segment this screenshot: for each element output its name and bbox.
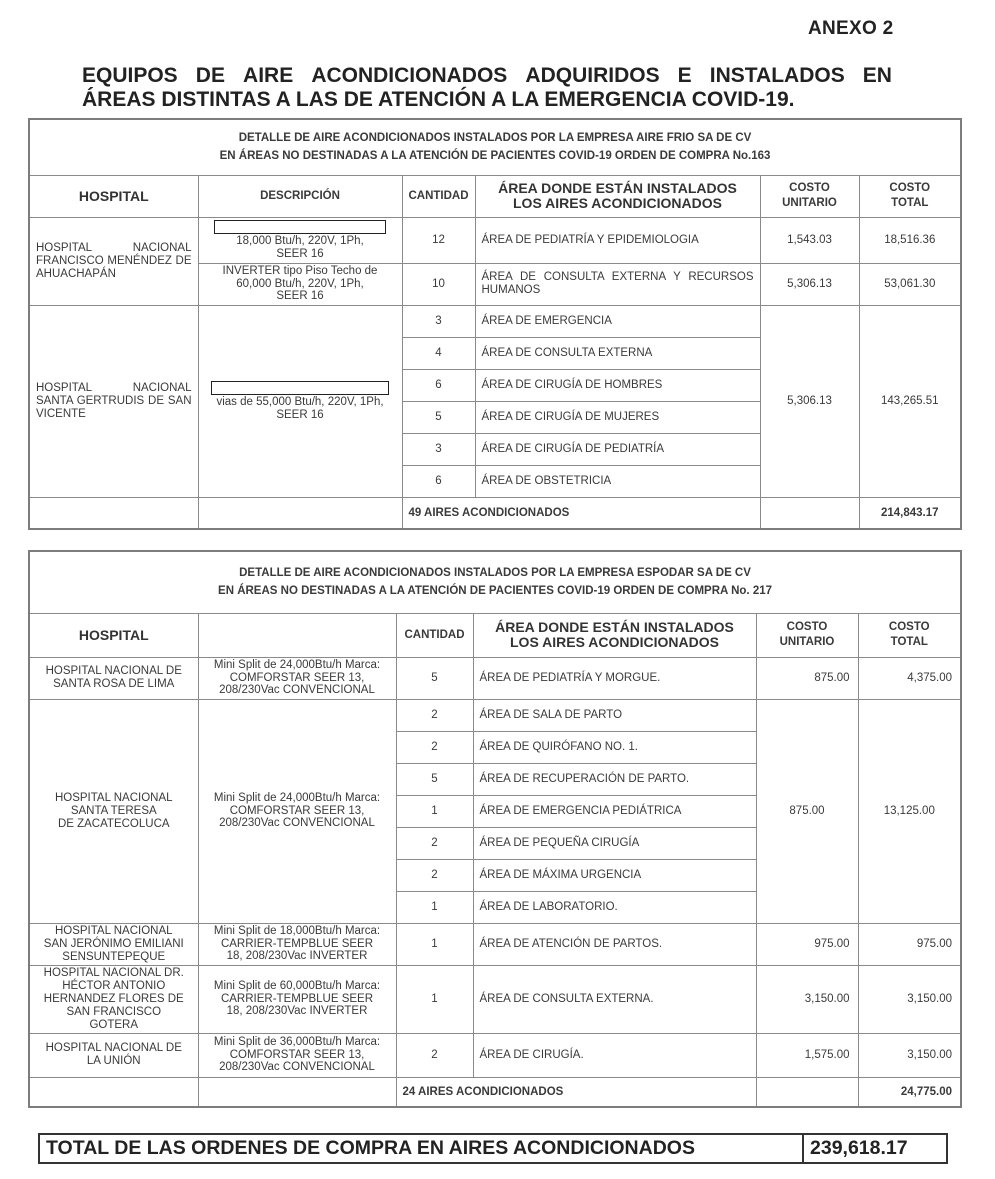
empty-cell: [29, 1077, 198, 1107]
empty-cell: [756, 1077, 858, 1107]
hospital-name-line: SANTA ROSA DE LIMA: [53, 678, 175, 690]
total-row: [29, 497, 961, 529]
area-cell: ÁREA DE PEQUEÑA CIRUGÍA: [473, 827, 756, 859]
header-line: COSTO: [888, 621, 930, 633]
quantity-cell: 1: [396, 795, 473, 827]
area-cell: ÁREA DE CIRUGÍA DE MUJERES: [475, 401, 760, 433]
grand-total-value: 239,618.17: [803, 1134, 947, 1163]
hospital-name-line: GOTERA: [89, 1018, 139, 1031]
header-line: UNITARIO: [782, 197, 837, 209]
description-line: 60,000 Btu/h, 220V, 1Ph,: [236, 277, 364, 290]
total-cost-cell: 18,516.36: [859, 217, 961, 263]
quantity-cell: 2: [396, 827, 473, 859]
quantity-cell: 1: [396, 891, 473, 923]
total-value: 214,843.17: [859, 497, 961, 529]
redaction-box: [211, 381, 389, 395]
description-line: 208/230Vac CONVENCIONAL: [219, 684, 375, 697]
hospital-name: [29, 699, 198, 923]
header-quantity: CANTIDAD: [402, 175, 475, 217]
title-word: AIRE: [243, 64, 294, 87]
table-row: [29, 1033, 961, 1077]
header-area-line: LOS AIRES ACONDICIONADOS: [513, 195, 722, 211]
title-line-1: [82, 64, 892, 88]
description-cell: [198, 923, 396, 965]
area-cell: ÁREA DE RECUPERACIÓN DE PARTO.: [473, 763, 756, 795]
quantity-cell: 2: [396, 731, 473, 763]
header-line: TOTAL: [891, 197, 929, 209]
quantity-cell: 2: [396, 1033, 473, 1077]
hospital-name-line: HOSPITAL NACIONAL: [54, 924, 173, 937]
table-row: [29, 965, 961, 1033]
total-value: 24,775.00: [858, 1077, 961, 1107]
description-cell: [198, 657, 396, 699]
header-line: COSTO: [786, 621, 828, 633]
hospital-name-line: DE ZACATECOLUCA: [57, 817, 170, 830]
area-cell: ÁREA DE PEDIATRÍA Y MORGUE.: [473, 657, 756, 699]
description-cell: [198, 965, 396, 1033]
hospital-name: [29, 965, 198, 1033]
hospital-name: [29, 923, 198, 965]
area-cell: ÁREA DE EMERGENCIA: [475, 305, 760, 337]
quantity-cell: 12: [402, 217, 475, 263]
caption-line: DETALLE DE AIRE ACONDICIONADOS INSTALADOS POR LA EMPRESA ESPODAR SA DE CV: [239, 567, 751, 580]
description-line: CARRIER-TEMPBLUE SEER: [220, 937, 374, 950]
hospital-name-line: LA UNIÓN: [86, 1055, 141, 1067]
header-area: [473, 613, 756, 657]
description-line: INVERTER tipo Piso Techo de: [222, 265, 378, 278]
caption-line: EN ÁREAS NO DESTINADAS A LA ATENCIÓN DE PACIENTES COVID-19 ORDEN DE COMPRA No. 217: [218, 585, 773, 598]
quantity-cell: 6: [402, 465, 475, 497]
description-line: Mini Split de 18,000Btu/h Marca:: [213, 925, 381, 938]
unit-cost-cell: 1,575.00: [756, 1033, 858, 1077]
unit-cost-cell: 875.00: [756, 657, 858, 699]
title-word: E: [677, 64, 692, 87]
quantity-cell: 2: [396, 699, 473, 731]
hospital-name: HOSPITAL NACIONAL FRANCISCO MENÉNDEZ DE AHUACHAPÁN: [29, 217, 198, 305]
hospital-name-line: HÉCTOR ANTONIO: [62, 979, 166, 992]
unit-cost-cell: 1,543.03: [760, 217, 859, 263]
description-line: 18, 208/230Vac INVERTER: [226, 950, 368, 963]
total-cost-cell: 3,150.00: [858, 965, 961, 1033]
hospital-name-line: HERNANDEZ FLORES DE: [43, 992, 184, 1005]
header-area: [475, 175, 760, 217]
description-cell: [198, 217, 402, 263]
title-line-2: ÁREAS DISTINTAS A LAS DE ATENCIÓN A LA EMERGENCIA COVID-19.: [82, 88, 795, 111]
header-total-cost: [858, 613, 961, 657]
empty-cell: [29, 497, 198, 529]
unit-cost-cell: 3,150.00: [756, 965, 858, 1033]
unit-cost-cell: 5,306.13: [760, 305, 859, 497]
area-cell: ÁREA DE PEDIATRÍA Y EPIDEMIOLOGIA: [475, 217, 760, 263]
header-quantity: CANTIDAD: [396, 613, 473, 657]
total-cost-cell: 3,150.00: [858, 1033, 961, 1077]
header-unit-cost: [756, 613, 858, 657]
quantity-cell: 2: [396, 859, 473, 891]
unit-cost-cell: 975.00: [756, 923, 858, 965]
total-cost-cell: 143,265.51: [859, 305, 961, 497]
total-label: 49 AIRES ACONDICIONADOS: [402, 497, 760, 529]
quantity-cell: 3: [402, 433, 475, 465]
area-cell: ÁREA DE EMERGENCIA PEDIÁTRICA: [473, 795, 756, 827]
description-cell: [198, 1033, 396, 1077]
description-line: COMFORSTAR SEER 13,: [229, 804, 365, 817]
header-hospital: HOSPITAL: [29, 175, 198, 217]
quantity-cell: 4: [402, 337, 475, 369]
hospital-name-line: HOSPITAL NACIONAL DE: [45, 665, 182, 677]
unit-cost-cell: 5,306.13: [760, 263, 859, 305]
quantity-cell: 5: [396, 657, 473, 699]
area-cell: ÁREA DE CONSULTA EXTERNA Y RECURSOS HUMANOS: [475, 263, 760, 305]
area-cell: ÁREA DE ATENCIÓN DE PARTOS.: [473, 923, 756, 965]
hospital-name-line: SAN FRANCISCO: [66, 1005, 162, 1018]
unit-cost-cell: 875.00: [756, 699, 858, 923]
table-row: [29, 217, 961, 263]
description-line: vias de 55,000 Btu/h, 220V, 1Ph,: [216, 396, 384, 408]
total-cost-cell: 53,061.30: [859, 263, 961, 305]
hospital-name: [29, 657, 198, 699]
table-row: [29, 699, 961, 731]
title-word: DE: [195, 64, 225, 87]
hospital-name-line: SAN JERÓNIMO EMILIANI: [43, 937, 184, 950]
table-espodar: [28, 550, 962, 1108]
description-line: COMFORSTAR SEER 13,: [229, 1048, 365, 1061]
hospital-name-line: SANTA TERESA: [70, 804, 157, 817]
document-title: [82, 64, 892, 112]
table-row: [29, 305, 961, 337]
description-cell: [198, 305, 402, 497]
total-row: [29, 1077, 961, 1107]
area-cell: ÁREA DE SALA DE PARTO: [473, 699, 756, 731]
area-cell: ÁREA DE OBSTETRICIA: [475, 465, 760, 497]
table2-caption: [29, 551, 961, 613]
table-row: [29, 923, 961, 965]
total-label: 24 AIRES ACONDICIONADOS: [396, 1077, 756, 1107]
header-total-cost: [859, 175, 961, 217]
quantity-cell: 1: [396, 965, 473, 1033]
area-cell: ÁREA DE CONSULTA EXTERNA.: [473, 965, 756, 1033]
description-line: Mini Split de 24,000Btu/h Marca:: [213, 792, 381, 805]
header-area-line: LOS AIRES ACONDICIONADOS: [510, 634, 719, 650]
grand-total-label: TOTAL DE LAS ORDENES DE COMPRA EN AIRES ACONDICIONADOS: [39, 1134, 803, 1163]
hospital-name: [29, 1033, 198, 1077]
description-line: Mini Split de 36,000Btu/h Marca:: [213, 1036, 381, 1049]
hospital-name: HOSPITAL NACIONAL SANTA GERTRUDIS DE SAN VICENTE: [29, 305, 198, 497]
title-word: INSTALADOS: [709, 64, 845, 87]
description-line: SEER 16: [276, 290, 324, 303]
table-aire-frio: [28, 118, 962, 530]
description-line: SEER 16: [276, 247, 324, 260]
header-line: TOTAL: [890, 636, 928, 648]
header-area-line: ÁREA DONDE ESTÁN INSTALADOS: [498, 180, 737, 196]
area-cell: ÁREA DE QUIRÓFANO NO. 1.: [473, 731, 756, 763]
table-row: [29, 657, 961, 699]
grand-total-box: [38, 1133, 948, 1164]
area-cell: ÁREA DE CIRUGÍA DE PEDIATRÍA: [475, 433, 760, 465]
title-word: ACONDICIONADOS: [311, 64, 508, 87]
quantity-cell: 1: [396, 923, 473, 965]
hospital-name-line: SENSUNTEPEQUE: [62, 950, 166, 963]
description-line: Mini Split de 60,000Btu/h Marca:: [213, 980, 381, 993]
header-line: COSTO: [789, 182, 830, 194]
total-cost-cell: 4,375.00: [858, 657, 961, 699]
hospital-name-line: HOSPITAL NACIONAL DR.: [43, 966, 184, 979]
area-cell: ÁREA DE LABORATORIO.: [473, 891, 756, 923]
empty-cell: [760, 497, 859, 529]
description-line: 18,000 Btu/h, 220V, 1Ph,: [236, 235, 364, 247]
total-cost-cell: 13,125.00: [858, 699, 961, 923]
quantity-cell: 10: [402, 263, 475, 305]
description-line: COMFORSTAR SEER 13,: [229, 671, 365, 684]
description-cell: [198, 263, 402, 305]
description-line: 208/230Vac CONVENCIONAL: [219, 817, 375, 830]
caption-line: EN ÁREAS NO DESTINADAS A LA ATENCIÓN DE PACIENTES COVID-19 ORDEN DE COMPRA No.163: [219, 150, 771, 163]
description-line: SEER 16: [276, 408, 324, 421]
empty-cell: [198, 1077, 396, 1107]
description-line: 208/230Vac CONVENCIONAL: [219, 1061, 375, 1074]
total-cost-cell: 975.00: [858, 923, 961, 965]
redaction-box: [214, 220, 386, 234]
description-line: 18, 208/230Vac INVERTER: [226, 1005, 368, 1018]
title-word: ADQUIRIDOS: [525, 64, 660, 87]
annex-label: ANEXO 2: [808, 18, 894, 39]
description-cell: [198, 699, 396, 923]
empty-cell: [198, 497, 402, 529]
header-area-line: ÁREA DONDE ESTÁN INSTALADOS: [495, 619, 734, 635]
header-hospital: HOSPITAL: [29, 613, 198, 657]
header-description: DESCRIPCIÓN: [198, 175, 402, 217]
area-cell: ÁREA DE CONSULTA EXTERNA: [475, 337, 760, 369]
area-cell: ÁREA DE CIRUGÍA DE HOMBRES: [475, 369, 760, 401]
header-line: COSTO: [889, 182, 931, 194]
title-word: EQUIPOS: [82, 64, 178, 87]
description-line: CARRIER-TEMPBLUE SEER: [220, 992, 374, 1005]
header-unit-cost: [760, 175, 859, 217]
area-cell: ÁREA DE MÁXIMA URGENCIA: [473, 859, 756, 891]
hospital-name-line: HOSPITAL NACIONAL: [54, 791, 173, 804]
quantity-cell: 5: [402, 401, 475, 433]
quantity-cell: 3: [402, 305, 475, 337]
header-line: UNITARIO: [779, 636, 835, 648]
table1-caption: [29, 119, 961, 175]
area-cell: ÁREA DE CIRUGÍA.: [473, 1033, 756, 1077]
quantity-cell: 5: [396, 763, 473, 795]
header-description-empty: [198, 613, 396, 657]
title-word: EN: [862, 64, 892, 87]
hospital-name-line: HOSPITAL NACIONAL DE: [45, 1042, 182, 1054]
caption-line: DETALLE DE AIRE ACONDICIONADOS INSTALADOS POR LA EMPRESA AIRE FRIO SA DE CV: [238, 132, 752, 145]
description-line: Mini Split de 24,000Btu/h Marca:: [213, 659, 381, 672]
quantity-cell: 6: [402, 369, 475, 401]
